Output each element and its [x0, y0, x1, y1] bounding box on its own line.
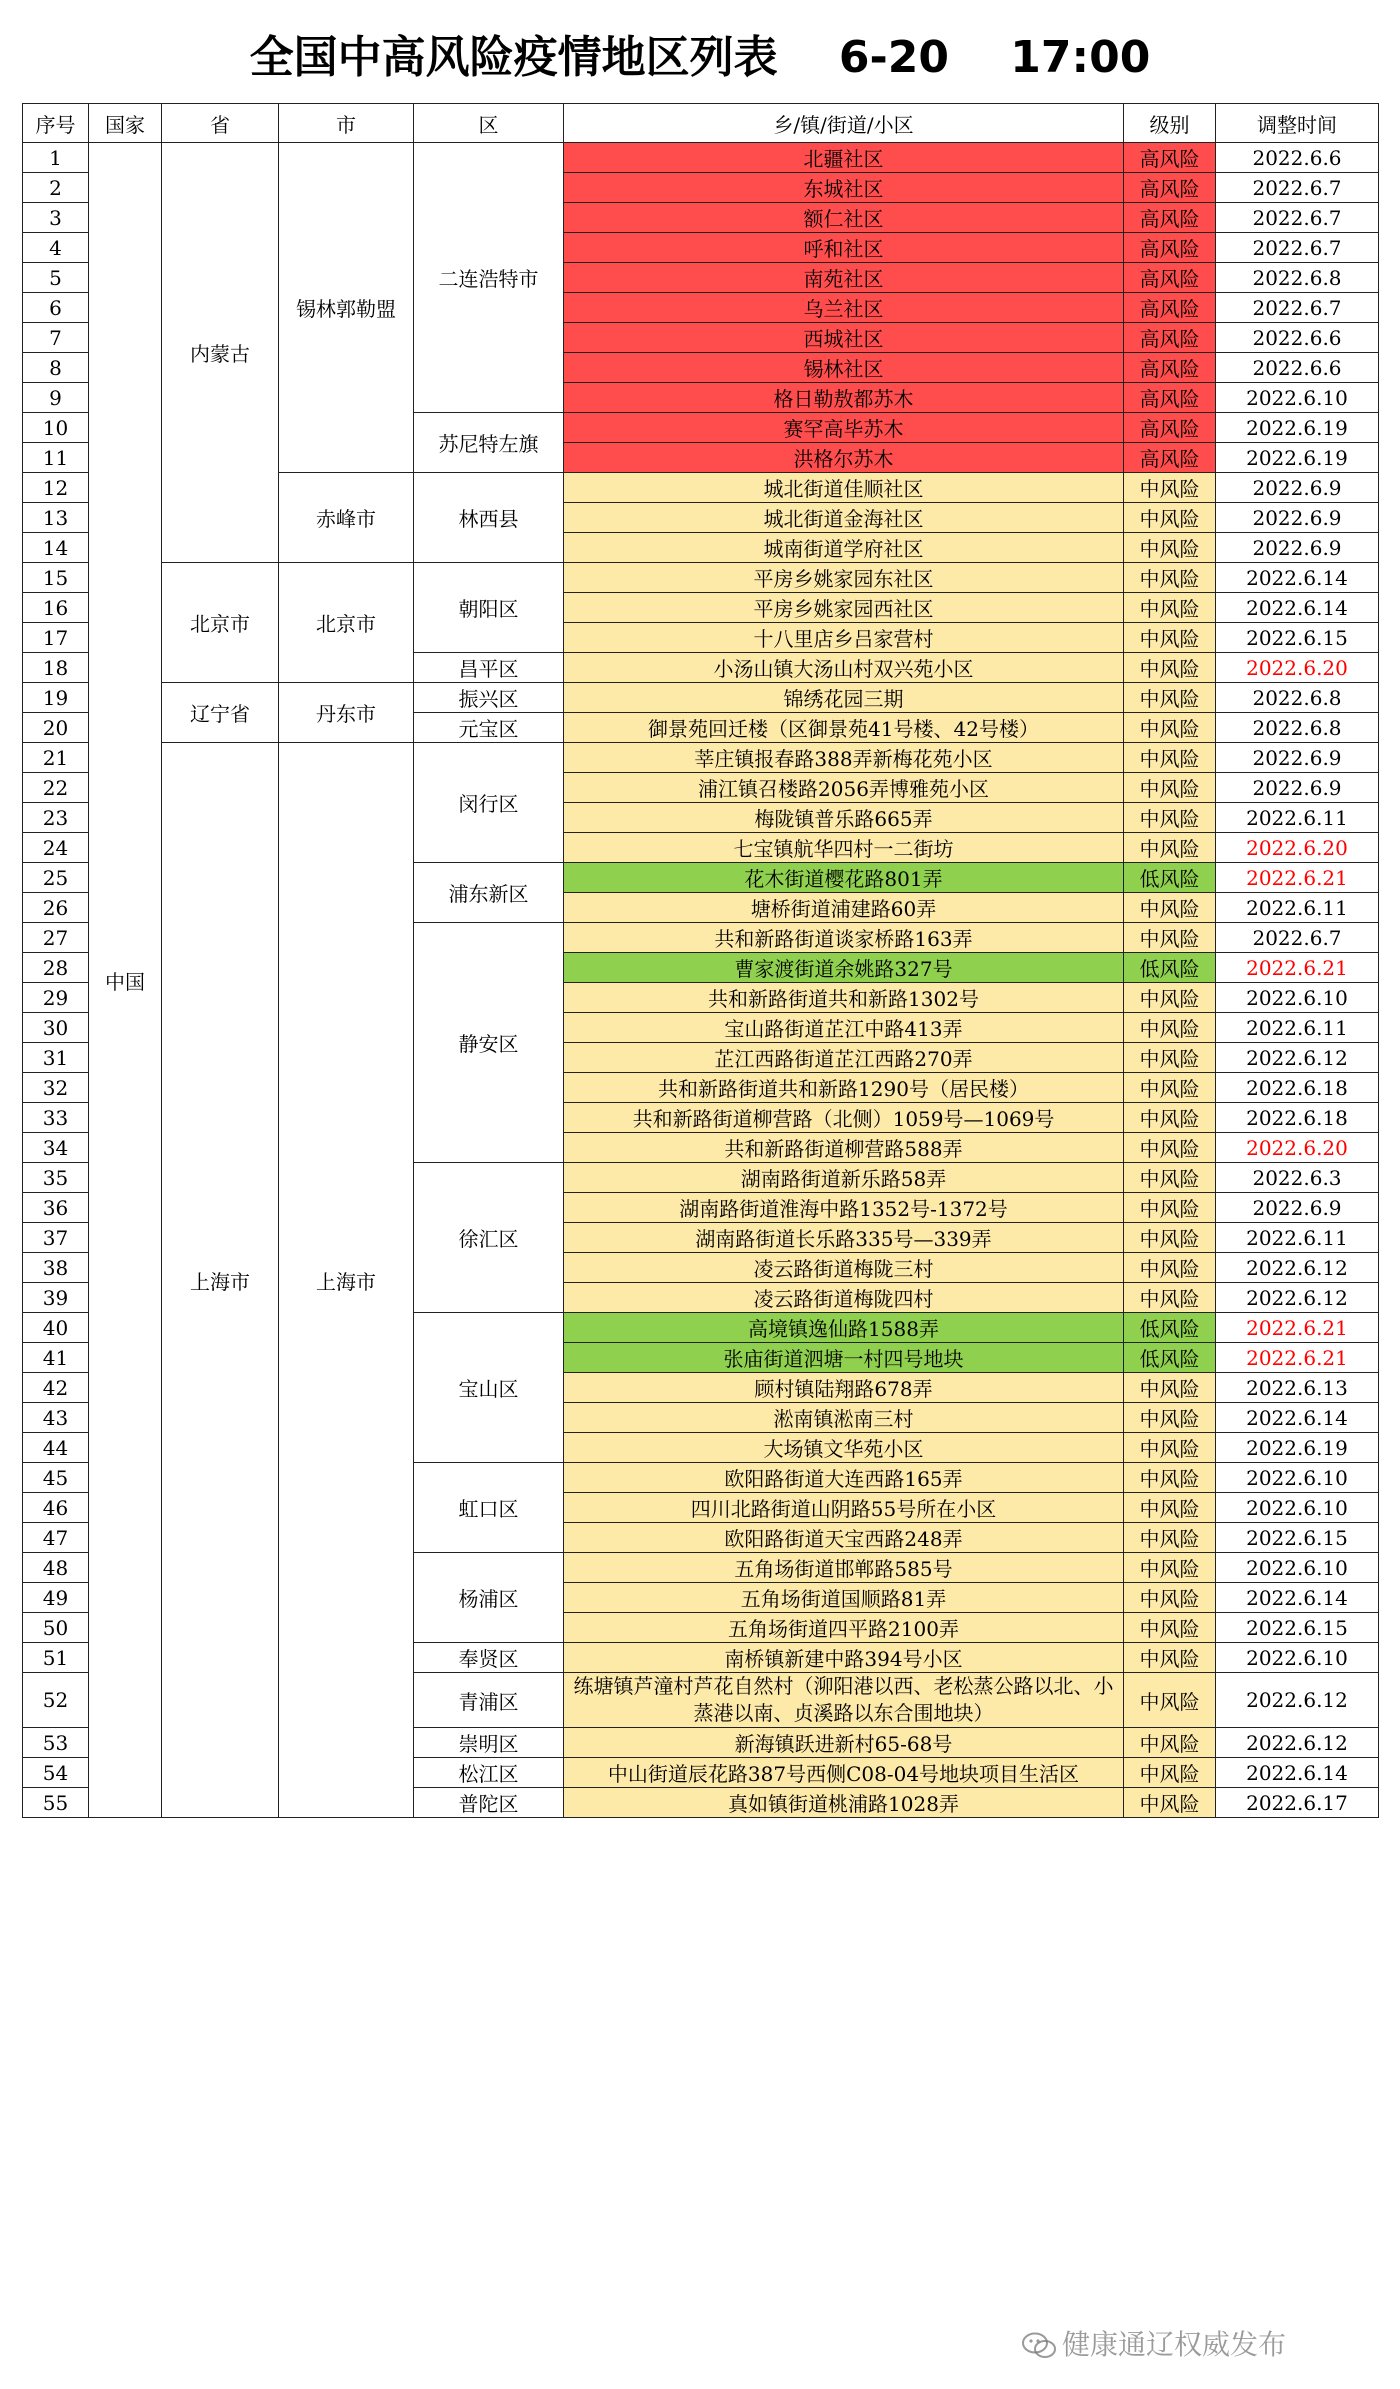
- risk-level-badge: 低风险: [1124, 863, 1216, 893]
- risk-level-badge: 中风险: [1124, 1133, 1216, 1163]
- risk-level-badge: 中风险: [1124, 683, 1216, 713]
- adjust-date-cell: 2022.6.10: [1216, 1643, 1379, 1673]
- adjust-date-cell: 2022.6.9: [1216, 743, 1379, 773]
- row-number: 12: [23, 473, 89, 503]
- adjust-date-cell: 2022.6.8: [1216, 713, 1379, 743]
- row-number: 41: [23, 1343, 89, 1373]
- risk-level-badge: 中风险: [1124, 1493, 1216, 1523]
- risk-level-badge: 中风险: [1124, 1613, 1216, 1643]
- row-number: 27: [23, 923, 89, 953]
- adjust-date-cell: 2022.6.18: [1216, 1073, 1379, 1103]
- area-cell: 宝山路街道芷江中路413弄: [564, 1013, 1124, 1043]
- row-number: 43: [23, 1403, 89, 1433]
- adjust-date-cell: 2022.6.20: [1216, 833, 1379, 863]
- adjust-date-cell: 2022.6.11: [1216, 1013, 1379, 1043]
- risk-level-badge: 中风险: [1124, 1463, 1216, 1493]
- adjust-date-cell: 2022.6.10: [1216, 383, 1379, 413]
- area-cell: 花木街道樱花路801弄: [564, 863, 1124, 893]
- row-number: 39: [23, 1283, 89, 1313]
- district-cell: 杨浦区: [414, 1553, 564, 1643]
- wechat-icon: [1022, 2332, 1056, 2360]
- area-cell: 平房乡姚家园东社区: [564, 563, 1124, 593]
- row-number: 22: [23, 773, 89, 803]
- adjust-date-cell: 2022.6.9: [1216, 1193, 1379, 1223]
- row-number: 6: [23, 293, 89, 323]
- row-number: 46: [23, 1493, 89, 1523]
- city-cell: 北京市: [279, 563, 414, 683]
- risk-level-badge: 中风险: [1124, 1163, 1216, 1193]
- table-row: [23, 683, 1379, 713]
- area-cell: 城北街道金海社区: [564, 503, 1124, 533]
- area-cell: 莘庄镇报春路388弄新梅花苑小区: [564, 743, 1124, 773]
- risk-level-badge: 中风险: [1124, 1103, 1216, 1133]
- adjust-date-cell: 2022.6.19: [1216, 443, 1379, 473]
- district-cell: 昌平区: [414, 653, 564, 683]
- risk-level-badge: 中风险: [1124, 1523, 1216, 1553]
- watermark: [1022, 2320, 1392, 2370]
- row-number: 24: [23, 833, 89, 863]
- risk-level-badge: 中风险: [1124, 1073, 1216, 1103]
- district-cell: 普陀区: [414, 1788, 564, 1818]
- risk-level-badge: 中风险: [1124, 653, 1216, 683]
- header-cell: 序号: [23, 104, 89, 143]
- row-number: 32: [23, 1073, 89, 1103]
- area-cell: 湖南路街道新乐路58弄: [564, 1163, 1124, 1193]
- area-cell: 共和新路街道柳营路（北侧）1059号—1069号: [564, 1103, 1124, 1133]
- adjust-date-cell: 2022.6.11: [1216, 1223, 1379, 1253]
- row-number: 26: [23, 893, 89, 923]
- adjust-date-cell: 2022.6.7: [1216, 203, 1379, 233]
- risk-level-badge: 低风险: [1124, 1313, 1216, 1343]
- area-cell: 洪格尔苏木: [564, 443, 1124, 473]
- adjust-date-cell: 2022.6.12: [1216, 1253, 1379, 1283]
- risk-level-badge: 中风险: [1124, 983, 1216, 1013]
- district-cell: 松江区: [414, 1758, 564, 1788]
- area-cell: 中山街道辰花路387号西侧C08-04号地块项目生活区: [564, 1758, 1124, 1788]
- adjust-date-cell: 2022.6.10: [1216, 1493, 1379, 1523]
- row-number: 15: [23, 563, 89, 593]
- district-cell: 二连浩特市: [414, 143, 564, 413]
- risk-level-badge: 中风险: [1124, 1788, 1216, 1818]
- adjust-date-cell: 2022.6.7: [1216, 173, 1379, 203]
- area-cell: 新海镇跃进新村65-68号: [564, 1728, 1124, 1758]
- row-number: 13: [23, 503, 89, 533]
- risk-level-badge: 中风险: [1124, 833, 1216, 863]
- row-number: 16: [23, 593, 89, 623]
- city-cell: 丹东市: [279, 683, 414, 743]
- adjust-date-cell: 2022.6.21: [1216, 953, 1379, 983]
- district-cell: 徐汇区: [414, 1163, 564, 1313]
- row-number: 5: [23, 263, 89, 293]
- adjust-date-cell: 2022.6.9: [1216, 473, 1379, 503]
- row-number: 53: [23, 1728, 89, 1758]
- risk-level-badge: 中风险: [1124, 1043, 1216, 1073]
- row-number: 20: [23, 713, 89, 743]
- row-number: 17: [23, 623, 89, 653]
- adjust-date-cell: 2022.6.20: [1216, 1133, 1379, 1163]
- area-cell: 七宝镇航华四村一二街坊: [564, 833, 1124, 863]
- adjust-date-cell: 2022.6.7: [1216, 293, 1379, 323]
- row-number: 9: [23, 383, 89, 413]
- area-cell: 城北街道佳顺社区: [564, 473, 1124, 503]
- adjust-date-cell: 2022.6.14: [1216, 593, 1379, 623]
- area-cell: 御景苑回迁楼（区御景苑41号楼、42号楼）: [564, 713, 1124, 743]
- risk-level-badge: 高风险: [1124, 413, 1216, 443]
- risk-level-badge: 中风险: [1124, 773, 1216, 803]
- header-cell: 区: [414, 104, 564, 143]
- area-cell: 共和新路街道谈家桥路163弄: [564, 923, 1124, 953]
- risk-level-badge: 高风险: [1124, 323, 1216, 353]
- district-cell: 林西县: [414, 473, 564, 563]
- header-cell: 省: [162, 104, 279, 143]
- risk-level-badge: 高风险: [1124, 293, 1216, 323]
- row-number: 23: [23, 803, 89, 833]
- adjust-date-cell: 2022.6.11: [1216, 893, 1379, 923]
- city-cell: 锡林郭勒盟: [279, 143, 414, 473]
- risk-level-badge: 中风险: [1124, 533, 1216, 563]
- table-row: [23, 143, 1379, 173]
- adjust-date-cell: 2022.6.10: [1216, 1553, 1379, 1583]
- row-number: 10: [23, 413, 89, 443]
- district-cell: 闵行区: [414, 743, 564, 863]
- adjust-date-cell: 2022.6.15: [1216, 1613, 1379, 1643]
- row-number: 48: [23, 1553, 89, 1583]
- row-number: 18: [23, 653, 89, 683]
- district-cell: 静安区: [414, 923, 564, 1163]
- risk-level-badge: 中风险: [1124, 593, 1216, 623]
- risk-level-badge: 中风险: [1124, 743, 1216, 773]
- row-number: 36: [23, 1193, 89, 1223]
- row-number: 28: [23, 953, 89, 983]
- adjust-date-cell: 2022.6.18: [1216, 1103, 1379, 1133]
- area-cell: 塘桥街道浦建路60弄: [564, 893, 1124, 923]
- adjust-date-cell: 2022.6.3: [1216, 1163, 1379, 1193]
- area-cell: 梅陇镇普乐路665弄: [564, 803, 1124, 833]
- header-cell: 市: [279, 104, 414, 143]
- area-cell: 练塘镇芦潼村芦花自然村（泖阳港以西、老松蒸公路以北、小蒸港以南、贞溪路以东合围地块）: [564, 1673, 1124, 1728]
- province-cell: 辽宁省: [162, 683, 279, 743]
- province-cell: 北京市: [162, 563, 279, 683]
- adjust-date-cell: 2022.6.12: [1216, 1728, 1379, 1758]
- risk-level-badge: 中风险: [1124, 1728, 1216, 1758]
- row-number: 33: [23, 1103, 89, 1133]
- area-cell: 湖南路街道长乐路335号—339弄: [564, 1223, 1124, 1253]
- adjust-date-cell: 2022.6.19: [1216, 1433, 1379, 1463]
- area-cell: 曹家渡街道余姚路327号: [564, 953, 1124, 983]
- area-cell: 五角场街道国顺路81弄: [564, 1583, 1124, 1613]
- city-cell: 赤峰市: [279, 473, 414, 563]
- area-cell: 共和新路街道共和新路1290号（居民楼）: [564, 1073, 1124, 1103]
- row-number: 47: [23, 1523, 89, 1553]
- adjust-date-cell: 2022.6.21: [1216, 863, 1379, 893]
- adjust-date-cell: 2022.6.10: [1216, 983, 1379, 1013]
- row-number: 19: [23, 683, 89, 713]
- area-cell: 欧阳路街道大连西路165弄: [564, 1463, 1124, 1493]
- district-cell: 浦东新区: [414, 863, 564, 923]
- risk-level-badge: 中风险: [1124, 503, 1216, 533]
- area-cell: 凌云路街道梅陇四村: [564, 1283, 1124, 1313]
- district-cell: 元宝区: [414, 713, 564, 743]
- adjust-date-cell: 2022.6.12: [1216, 1673, 1379, 1728]
- area-cell: 芷江西路街道芷江西路270弄: [564, 1043, 1124, 1073]
- risk-level-badge: 中风险: [1124, 1373, 1216, 1403]
- area-cell: 顾村镇陆翔路678弄: [564, 1373, 1124, 1403]
- risk-level-badge: 中风险: [1124, 923, 1216, 953]
- risk-level-badge: 高风险: [1124, 353, 1216, 383]
- row-number: 52: [23, 1673, 89, 1728]
- watermark-text: 健康通辽权威发布: [1062, 2328, 1287, 2361]
- area-cell: 呼和社区: [564, 233, 1124, 263]
- risk-level-badge: 中风险: [1124, 803, 1216, 833]
- risk-level-badge: 高风险: [1124, 263, 1216, 293]
- adjust-date-cell: 2022.6.6: [1216, 143, 1379, 173]
- row-number: 29: [23, 983, 89, 1013]
- district-cell: 苏尼特左旗: [414, 413, 564, 473]
- adjust-date-cell: 2022.6.11: [1216, 803, 1379, 833]
- risk-level-badge: 中风险: [1124, 1673, 1216, 1728]
- row-number: 45: [23, 1463, 89, 1493]
- area-cell: 平房乡姚家园西社区: [564, 593, 1124, 623]
- province-cell: 内蒙古: [162, 143, 279, 563]
- area-cell: 锦绣花园三期: [564, 683, 1124, 713]
- area-cell: 大场镇文华苑小区: [564, 1433, 1124, 1463]
- row-number: 50: [23, 1613, 89, 1643]
- row-number: 34: [23, 1133, 89, 1163]
- adjust-date-cell: 2022.6.12: [1216, 1283, 1379, 1313]
- district-cell: 青浦区: [414, 1673, 564, 1728]
- adjust-date-cell: 2022.6.9: [1216, 503, 1379, 533]
- adjust-date-cell: 2022.6.20: [1216, 653, 1379, 683]
- adjust-date-cell: 2022.6.14: [1216, 1403, 1379, 1433]
- area-cell: 共和新路街道共和新路1302号: [564, 983, 1124, 1013]
- adjust-date-cell: 2022.6.6: [1216, 323, 1379, 353]
- area-cell: 五角场街道四平路2100弄: [564, 1613, 1124, 1643]
- province-cell: 上海市: [162, 743, 279, 1818]
- adjust-date-cell: 2022.6.14: [1216, 1758, 1379, 1788]
- row-number: 1: [23, 143, 89, 173]
- risk-level-badge: 中风险: [1124, 1013, 1216, 1043]
- risk-level-badge: 低风险: [1124, 953, 1216, 983]
- row-number: 8: [23, 353, 89, 383]
- risk-area-table: [22, 103, 1379, 1818]
- header-cell: 乡/镇/街道/小区: [564, 104, 1124, 143]
- city-cell: 上海市: [279, 743, 414, 1818]
- area-cell: 小汤山镇大汤山村双兴苑小区: [564, 653, 1124, 683]
- adjust-date-cell: 2022.6.17: [1216, 1788, 1379, 1818]
- area-cell: 五角场街道邯郸路585号: [564, 1553, 1124, 1583]
- area-cell: 西城社区: [564, 323, 1124, 353]
- area-cell: 赛罕高毕苏木: [564, 413, 1124, 443]
- risk-level-badge: 中风险: [1124, 713, 1216, 743]
- adjust-date-cell: 2022.6.7: [1216, 233, 1379, 263]
- area-cell: 北疆社区: [564, 143, 1124, 173]
- risk-level-badge: 中风险: [1124, 1643, 1216, 1673]
- row-number: 38: [23, 1253, 89, 1283]
- row-number: 35: [23, 1163, 89, 1193]
- row-number: 7: [23, 323, 89, 353]
- risk-level-badge: 高风险: [1124, 143, 1216, 173]
- risk-level-badge: 中风险: [1124, 623, 1216, 653]
- area-cell: 凌云路街道梅陇三村: [564, 1253, 1124, 1283]
- row-number: 30: [23, 1013, 89, 1043]
- country-cell: 中国: [89, 143, 162, 1818]
- header-cell: 级别: [1124, 104, 1216, 143]
- risk-level-badge: 低风险: [1124, 1343, 1216, 1373]
- risk-level-badge: 高风险: [1124, 383, 1216, 413]
- area-cell: 浦江镇召楼路2056弄博雅苑小区: [564, 773, 1124, 803]
- area-cell: 南苑社区: [564, 263, 1124, 293]
- district-cell: 崇明区: [414, 1728, 564, 1758]
- area-cell: 乌兰社区: [564, 293, 1124, 323]
- risk-level-badge: 中风险: [1124, 1583, 1216, 1613]
- row-number: 11: [23, 443, 89, 473]
- row-number: 21: [23, 743, 89, 773]
- page-title: 全国中高风险疫情地区列表 6-20 17:00: [249, 32, 1151, 83]
- row-number: 37: [23, 1223, 89, 1253]
- row-number: 44: [23, 1433, 89, 1463]
- row-number: 2: [23, 173, 89, 203]
- risk-level-badge: 中风险: [1124, 1223, 1216, 1253]
- risk-level-badge: 中风险: [1124, 893, 1216, 923]
- area-cell: 高境镇逸仙路1588弄: [564, 1313, 1124, 1343]
- adjust-date-cell: 2022.6.12: [1216, 1043, 1379, 1073]
- adjust-date-cell: 2022.6.10: [1216, 1463, 1379, 1493]
- area-cell: 南桥镇新建中路394号小区: [564, 1643, 1124, 1673]
- adjust-date-cell: 2022.6.19: [1216, 413, 1379, 443]
- table-header-row: [23, 104, 1379, 143]
- risk-level-badge: 高风险: [1124, 233, 1216, 263]
- area-cell: 真如镇街道桃浦路1028弄: [564, 1788, 1124, 1818]
- area-cell: 额仁社区: [564, 203, 1124, 233]
- header-cell: 调整时间: [1216, 104, 1379, 143]
- risk-level-badge: 中风险: [1124, 1193, 1216, 1223]
- adjust-date-cell: 2022.6.14: [1216, 563, 1379, 593]
- adjust-date-cell: 2022.6.14: [1216, 1583, 1379, 1613]
- risk-level-badge: 中风险: [1124, 1433, 1216, 1463]
- adjust-date-cell: 2022.6.21: [1216, 1343, 1379, 1373]
- area-cell: 格日勒敖都苏木: [564, 383, 1124, 413]
- risk-level-badge: 中风险: [1124, 1283, 1216, 1313]
- row-number: 55: [23, 1788, 89, 1818]
- area-cell: 淞南镇淞南三村: [564, 1403, 1124, 1433]
- risk-level-badge: 高风险: [1124, 203, 1216, 233]
- area-cell: 十八里店乡吕家营村: [564, 623, 1124, 653]
- adjust-date-cell: 2022.6.8: [1216, 683, 1379, 713]
- table-row: [23, 743, 1379, 773]
- area-cell: 四川北路街道山阴路55号所在小区: [564, 1493, 1124, 1523]
- risk-level-badge: 中风险: [1124, 1253, 1216, 1283]
- row-number: 4: [23, 233, 89, 263]
- area-cell: 湖南路街道淮海中路1352号-1372号: [564, 1193, 1124, 1223]
- risk-level-badge: 高风险: [1124, 443, 1216, 473]
- area-cell: 张庙街道泗塘一村四号地块: [564, 1343, 1124, 1373]
- row-number: 31: [23, 1043, 89, 1073]
- district-cell: 宝山区: [414, 1313, 564, 1463]
- row-number: 54: [23, 1758, 89, 1788]
- row-number: 40: [23, 1313, 89, 1343]
- risk-level-badge: 中风险: [1124, 473, 1216, 503]
- adjust-date-cell: 2022.6.15: [1216, 623, 1379, 653]
- row-number: 25: [23, 863, 89, 893]
- area-cell: 城南街道学府社区: [564, 533, 1124, 563]
- row-number: 14: [23, 533, 89, 563]
- area-cell: 锡林社区: [564, 353, 1124, 383]
- row-number: 3: [23, 203, 89, 233]
- risk-level-badge: 中风险: [1124, 1403, 1216, 1433]
- district-cell: 朝阳区: [414, 563, 564, 653]
- adjust-date-cell: 2022.6.6: [1216, 353, 1379, 383]
- risk-level-badge: 中风险: [1124, 563, 1216, 593]
- row-number: 51: [23, 1643, 89, 1673]
- risk-level-badge: 中风险: [1124, 1758, 1216, 1788]
- table-row: [23, 563, 1379, 593]
- area-cell: 东城社区: [564, 173, 1124, 203]
- area-cell: 欧阳路街道天宝西路248弄: [564, 1523, 1124, 1553]
- row-number: 42: [23, 1373, 89, 1403]
- adjust-date-cell: 2022.6.9: [1216, 533, 1379, 563]
- risk-level-badge: 高风险: [1124, 173, 1216, 203]
- district-cell: 虹口区: [414, 1463, 564, 1553]
- header-cell: 国家: [89, 104, 162, 143]
- row-number: 49: [23, 1583, 89, 1613]
- adjust-date-cell: 2022.6.9: [1216, 773, 1379, 803]
- area-cell: 共和新路街道柳营路588弄: [564, 1133, 1124, 1163]
- district-cell: 奉贤区: [414, 1643, 564, 1673]
- adjust-date-cell: 2022.6.8: [1216, 263, 1379, 293]
- adjust-date-cell: 2022.6.15: [1216, 1523, 1379, 1553]
- adjust-date-cell: 2022.6.13: [1216, 1373, 1379, 1403]
- adjust-date-cell: 2022.6.7: [1216, 923, 1379, 953]
- adjust-date-cell: 2022.6.21: [1216, 1313, 1379, 1343]
- district-cell: 振兴区: [414, 683, 564, 713]
- risk-level-badge: 中风险: [1124, 1553, 1216, 1583]
